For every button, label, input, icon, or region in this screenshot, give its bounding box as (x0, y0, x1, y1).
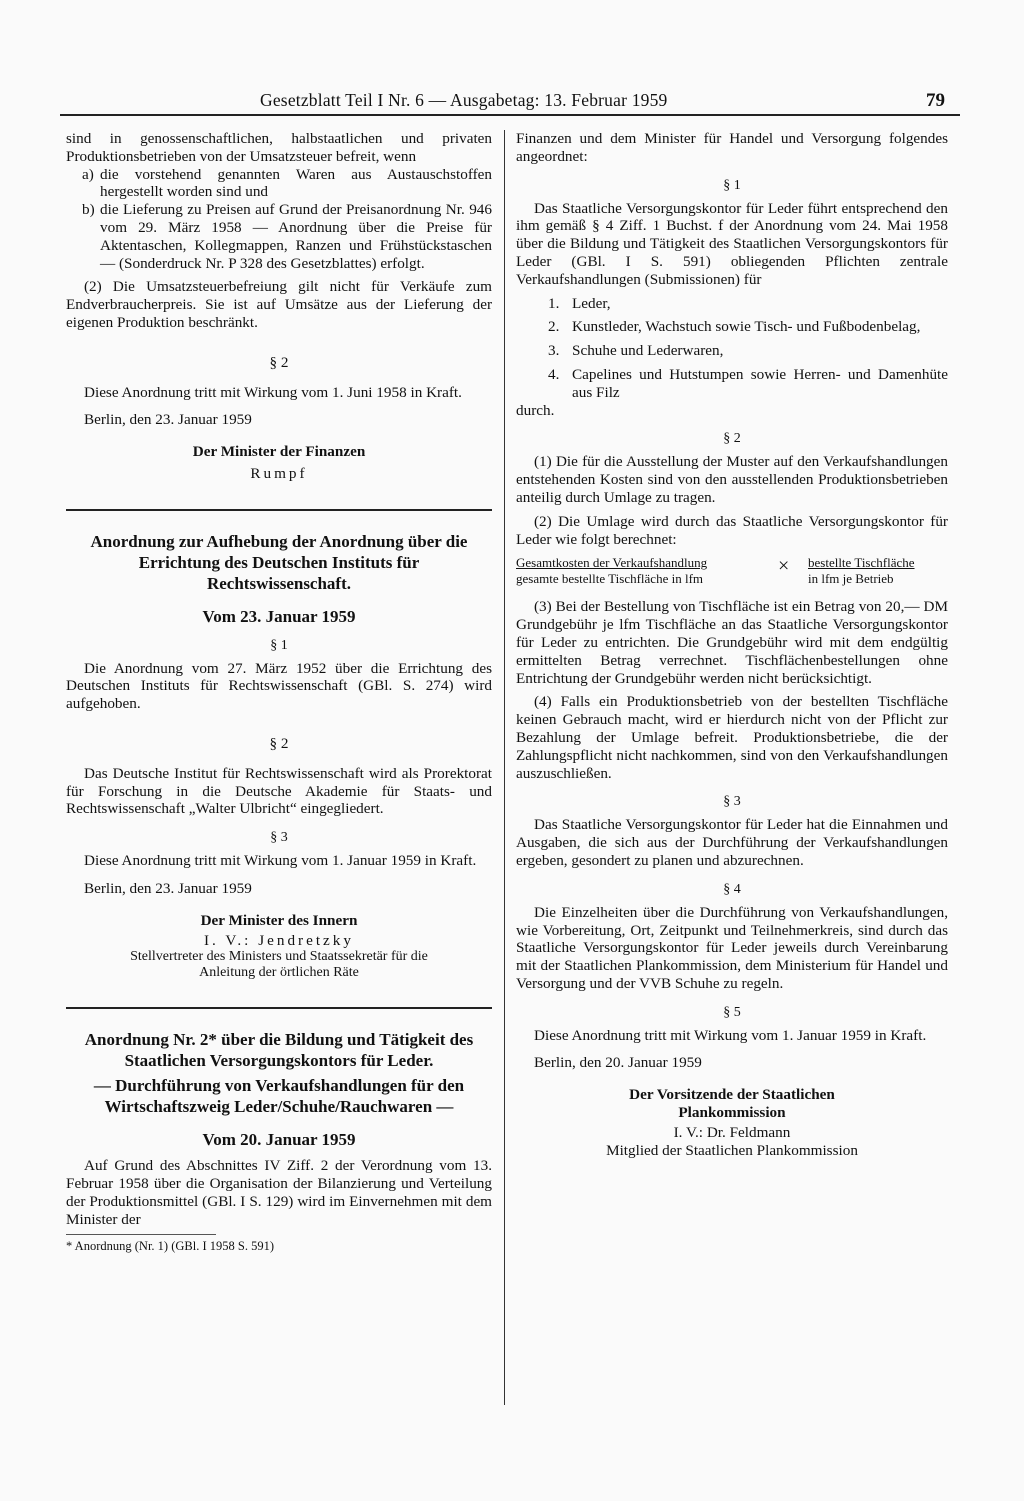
separator-rule (66, 509, 492, 511)
page-number: 79 (926, 90, 945, 111)
ordinance-subtitle: — Durchführung von Verkaufshandlungen für den Wirtschaftszweig Leder/Schuhe/Rauchwaren — (93, 1076, 465, 1117)
list-item: 1. Leder, (548, 294, 611, 312)
section-text: Das Staatliche Versorgungskontor für Leder hat die Einnahmen und Ausgaben, die sich aus der Durchführung der Verkaufshandlungen ergeben, gesondert zu planen und abzurechnen. (516, 816, 948, 869)
header-rule (60, 114, 960, 116)
list-item-a: a) die vorstehend genannten Waren aus Austauschstoffen hergestellt worden sind und (82, 165, 492, 201)
header-title: Gesetzblatt Teil I Nr. 6 — Ausgabetag: 13. Februar 1959 (260, 90, 668, 110)
signatory-name: I. V.: Dr. Feldmann (673, 1123, 791, 1141)
section-text: Diese Anordnung tritt mit Wirkung vom 1. Januar 1959 in Kraft. (534, 1026, 927, 1044)
preamble-text: Auf Grund des Abschnittes IV Ziff. 2 der Verordnung vom 13. Februar 1958 über die Organisation der Bilanzierung und Verteilung der Produktionsmittel (GBl. I S. 129) wird im Einvernehmen mit dem Minister der (66, 1157, 492, 1228)
section-text: Die Einzelheiten über die Durchführung von Verkaufshandlungen, wie Vorbereitung, Ort, Zeitpunkt und Teilnehmerkreis, sind durch das Staatliche Versorgungskontor für Leder jeweils durch Vereinbarung mit der Staatlichen Plankommission, dem Ministerium für Handel und Versorgung und der VVB Schuhe zu regeln. (516, 903, 948, 992)
section-text: Das Deutsche Institut für Rechtswissenschaft wird als Prorektorat für Forschung in die Deutsche Akademie für Staats- und Rechtswissenschaft „Walter Ulbricht“ eingegliedert. (66, 764, 492, 818)
section-paragraph: (4) Falls ein Produktionsbetrieb von der bestellten Tischfläche keinen Gebrauch macht, wird er hierdurch nicht von der Pflicht zur Bezahlung der Umlage befreit. Produktionsbetriebe, die der Zahlungspflicht nicht nachkommen, sind von den Verkaufshandlungen auszuschließen. (516, 693, 948, 782)
list-conclusion: durch. (516, 401, 555, 419)
right-column (516, 130, 948, 1159)
signatory-role: Mitglied der Staatlichen Plankommission (606, 1141, 858, 1159)
section-heading: § 3 (723, 794, 741, 810)
section-heading: § 5 (723, 1004, 741, 1020)
list-item-b: b) die Lieferung zu Preisen auf Grund der Preisanordnung Nr. 946 vom 29. März 1958 — Anordnung über die Preise für Aktentaschen, Kollegmappen, Ranzen und Frühstückstaschen — (Sonderdruck Nr. P 328 des Gesetzblattes) erfolgt. (82, 201, 492, 272)
section-paragraph: (2) Die Umlage wird durch das Staatliche Versorgungskontor für Leder wie folgt berechnet: (516, 512, 948, 548)
left-column (66, 130, 492, 1254)
signatory-role: Stellvertreter des Ministers und Staatssekretär für die Anleitung der örtlichen Räte (130, 949, 428, 981)
signatory-title: Der Minister des Innern (200, 911, 358, 929)
section-heading: § 2 (269, 734, 289, 752)
place-date: Berlin, den 20. Januar 1959 (534, 1054, 702, 1072)
section-heading: § 1 (270, 637, 288, 653)
place-date: Berlin, den 23. Januar 1959 (84, 411, 252, 429)
section-text: Diese Anordnung tritt mit Wirkung vom 1. Januar 1959 in Kraft. (84, 852, 477, 870)
section-heading: § 2 (269, 353, 289, 371)
list-item: 2. Kunstleder, Wachstuch sowie Tisch- und Fußbodenbelag, (548, 318, 921, 336)
formula-factor-bottom: in lfm je Betrieb (808, 571, 894, 587)
ordinance-title: Anordnung Nr. 2* über die Bildung und Tätigkeit des Staatlichen Versorgungskontors für Leder. (84, 1030, 474, 1071)
section-text: Die Anordnung vom 27. März 1952 über die Errichtung des Deutschen Instituts für Rechtswissenschaft (GBl. S. 274) wird aufgehoben. (66, 659, 492, 713)
formula (516, 554, 948, 590)
multiply-symbol: × (778, 555, 790, 578)
section-heading: § 3 (270, 830, 288, 846)
section-paragraph: (3) Bei der Bestellung von Tischfläche ist ein Betrag von 20,— DM Grundgebühr je lfm Tischfläche an das Staatliche Versorgungskontor für Leder zu entrichten. Die Grundgebühr wird mit dem endgültig ermittelten Betrag verrechnet. Tischflächenbestellungen ohne Entrichtung der Grundgebühr werden nicht berücksichtigt. (516, 598, 948, 687)
separator-rule (66, 1007, 492, 1009)
continued-paragraph: Finanzen und dem Minister für Handel und Versorgung folgendes angeordnet: (516, 130, 948, 165)
ordinance-title: Anordnung zur Aufhebung der Anordnung über die Errichtung des Deutschen Instituts für Rechtswissenschaft. (90, 531, 468, 593)
section-paragraph: (1) Die für die Ausstellung der Muster auf den Verkaufshandlungen entstehenden Kosten sind von den ausstellenden Produktionsbetrieben anteilig durch Umlage zu tragen. (516, 453, 948, 506)
footnote: * Anordnung (Nr. 1) (GBl. I 1958 S. 591) (66, 1234, 216, 1254)
paragraph-2: (2) Die Umsatzsteuerbefreiung gilt nicht für Verkäufe zum Endverbraucherpreis. Sie ist auf Umsätze aus der Lieferung der eigenen Produktion beschränkt. (66, 278, 492, 331)
place-date: Berlin, den 23. Januar 1959 (84, 879, 252, 897)
formula-denominator: gesamte bestellte Tischfläche in lfm (516, 571, 704, 587)
signatory-title: Der Minister der Finanzen (192, 443, 366, 461)
list-item: 3. Schuhe und Lederwaren, (548, 342, 724, 360)
column-divider (504, 130, 505, 1405)
list-item: 4. Capelines und Hutstumpen sowie Herren- und Damenhüte aus Filz (548, 365, 948, 401)
signatory-name: I. V.: Jendretzky (204, 931, 354, 949)
signatory-title: Der Vorsitzende der Staatlichen Plankommission (629, 1086, 835, 1122)
continued-paragraph: sind in genossenschaftlichen, halbstaatlichen und privaten Produktionsbetrieben von der Umsatzsteuer befreit, wenn (66, 130, 492, 165)
signatory-name: Rumpf (250, 464, 308, 482)
section-heading: § 2 (723, 431, 741, 447)
ordinance-date: Vom 23. Januar 1959 (202, 606, 356, 626)
section-heading: § 4 (723, 881, 741, 897)
page-header (60, 84, 960, 114)
section-text: Das Staatliche Versorgungskontor für Leder führt entsprechend den ihm gemäß § 4 Ziff. 1 Buchst. f der Anordnung vom 24. Mai 1958 über die Bildung und Tätigkeit des Staatlichen Versorgungskontors für Leder (GBl. I S. 591) obliegenden Pflichten zentrale Verkaufshandlungen (Submissionen) für (516, 199, 948, 288)
section-heading: § 1 (723, 177, 741, 193)
formula-factor-top: bestellte Tischfläche (808, 555, 915, 571)
section-text: Diese Anordnung tritt mit Wirkung vom 1. Juni 1958 in Kraft. (84, 383, 462, 401)
formula-numerator: Gesamtkosten der Verkaufshandlung (516, 555, 708, 571)
ordinance-date: Vom 20. Januar 1959 (202, 1130, 356, 1150)
